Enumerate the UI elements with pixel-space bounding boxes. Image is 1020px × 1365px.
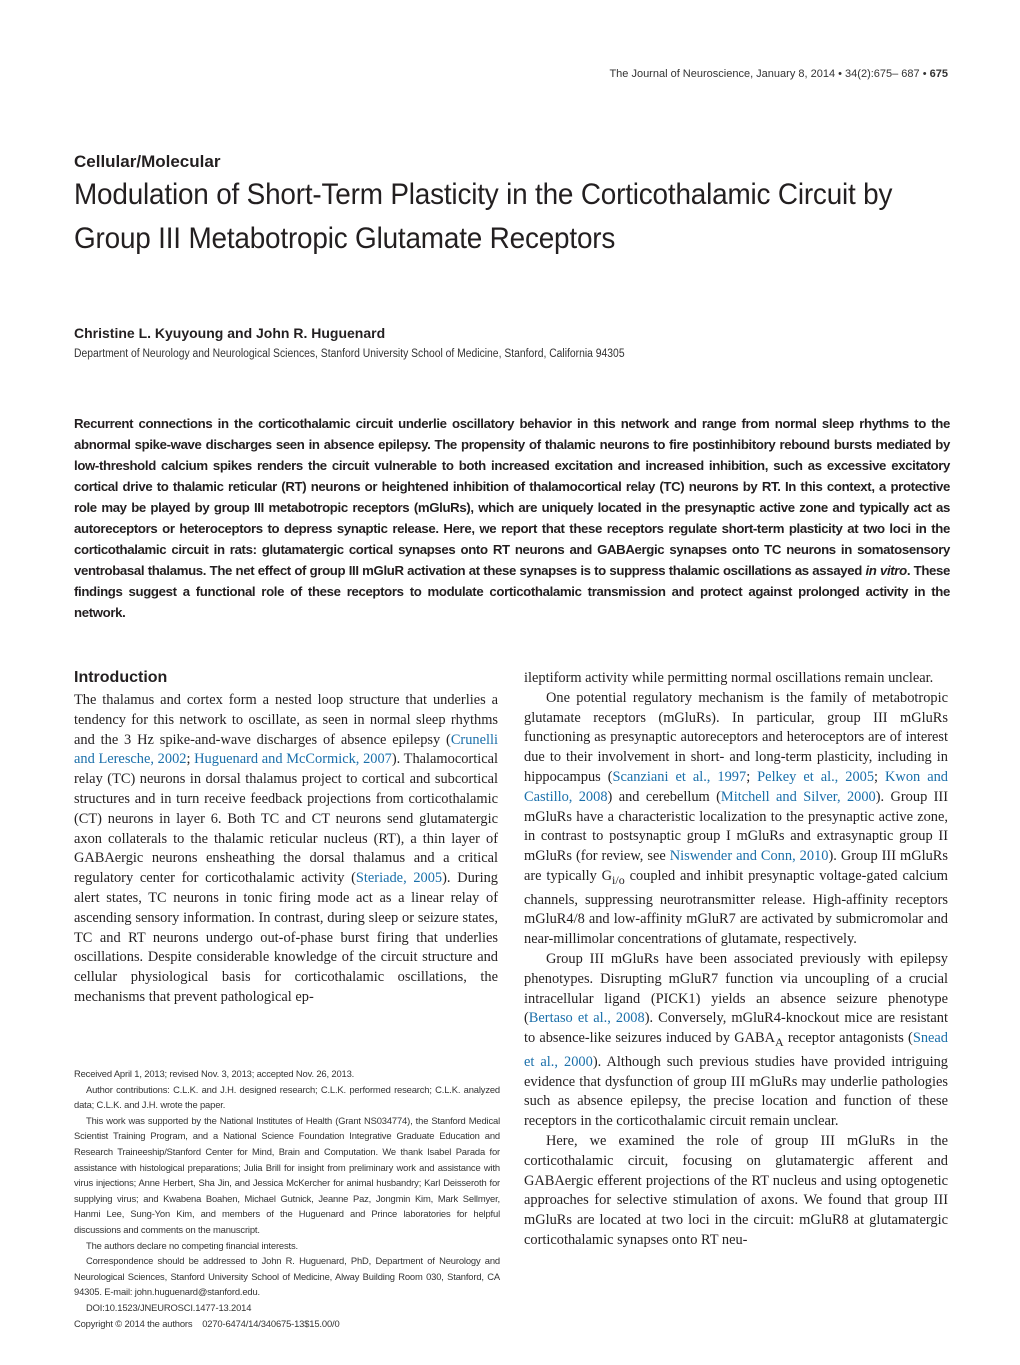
text: ;: [874, 768, 886, 785]
text: ). Group III mGluRs are typically G: [524, 848, 948, 884]
abstract-text: . These findings suggest a functional role of these receptors to modulate corticothalamic transmission and protect against prolonged activity in the network.: [74, 563, 951, 620]
text: ). During alert states, TC neurons in tonic firing mode act as a linear relay of ascending sensory information. In contrast, during sleep or seizure states, TC and RT neurons undergo out-of-phase burst firing that underlies oscillations. Despite considerable knowledge of the circuit structure and cellular physiological basis for corticothalamic oscillations, the mechanisms that prevent pathological ep-: [74, 870, 498, 1005]
citation-link[interactable]: Crunelli and Leresche, 2002: [74, 731, 498, 768]
text: ;: [746, 768, 758, 785]
citation-link[interactable]: Huguenard and McCormick, 2007: [194, 751, 392, 768]
citation-link[interactable]: Mitchell and Silver, 2000: [720, 788, 876, 805]
page-number: 675: [929, 68, 948, 80]
separator: •: [835, 68, 846, 80]
body-column-right: [524, 669, 948, 1251]
copyright: Copyright © 2014 the authors 0270-6474/14/340675-13$15.00/0: [74, 1317, 340, 1329]
abstract-italic: in vitro: [865, 563, 907, 578]
body-column-left: [74, 691, 498, 1008]
citation-link[interactable]: Scanziani et al., 1997: [612, 768, 747, 785]
paragraph: ileptiform activity while permitting normal oscillations remain unclear.: [524, 670, 934, 686]
paragraph: [74, 691, 498, 1008]
text: ;: [186, 751, 195, 768]
abstract: [74, 413, 950, 623]
abstract-text: Recurrent connections in the corticothalamic circuit underlie oscillatory behavior in this network and range from normal sleep rhythms to the abnormal spike-wave discharges seen in absence epilepsy. The propensity of thalamic neurons to fire postinhibitory rebound bursts mediated by low-threshold calcium spikes renders the circuit vulnerable to both increased excitation and increased inhibition, such as excessive excitatory cortical drive to thalamic reticular (RT) neurons or heightened inhibition of thalamocortical relay (TC) neurons by RT. In this context, a protective role may be played by group III metabotropic receptors (mGluRs), which are uniquely located in the presynaptic active zone and typically act as autoreceptors or heteroceptors to depress synaptic release. Here, we report that these receptors regulate short-term plasticity at two loci in the corticothalamic circuit in rats: glutamatergic cortical synapses onto RT neurons and GABAergic synapses onto TC neurons in somatosensory ventrobasal thalamus. The net effect of group III mGluR activation at these synapses is to suppress thalamic oscillations as assayed: [74, 416, 950, 578]
doi: DOI:10.1523/JNEUROSCI.1477-13.2014: [86, 1301, 252, 1313]
paragraph: Here, we examined the role of group III mGluRs in the corticothalamic circuit, focusing on glutamatergic afferent and GABAergic efferent projections of the RT nucleus and using optogenetic approaches for selective stimulation of axons. We found that group III mGluRs are located at two loci in the circuit: mGluR8 at glutamatergic corticothalamic synapses onto RT neu-: [524, 1133, 948, 1249]
competing-interests: The authors declare no competing financial interests.: [86, 1239, 298, 1251]
received-dates: Received April 1, 2013; revised Nov. 3, 2013; accepted Nov. 26, 2013.: [74, 1068, 355, 1079]
citation-link[interactable]: Pelkey et al., 2005: [757, 768, 875, 785]
citation-link[interactable]: Niswender and Conn, 2010: [669, 848, 829, 865]
text: ) and cerebellum (: [607, 788, 721, 805]
text: The thalamus and cortex form a nested loop structure that underlies a tendency for this network to oscillate, as seen in normal sleep rhythms and the 3 Hz spike-and-wave discharges of absence epilepsy (: [74, 692, 498, 748]
text: One potential regulatory mechanism is the family of metabotropic glutamate receptors (mGluRs). In particular, group III mGluRs functioning as presynaptic autoreceptors and heteroceptors are of interest due to their involvement in short- and long-term plasticity, including in hippocampus (: [524, 689, 948, 785]
citation-link[interactable]: Steriade, 2005: [355, 870, 443, 887]
correspondence: Correspondence should be addressed to John R. Huguenard, PhD, Department of Neurology and Neurological Sciences, Stanford University School of Medicine, Alway Building Room 030, Stanford, CA 94305. E-mail: john.huguenard@stanford.edu.: [74, 1255, 500, 1298]
text: ). Group III mGluRs have a characteristic localization to the presynaptic active zone, in contrast to postsynaptic group I mGluRs and extrasynaptic group II mGluRs (for review, see: [524, 788, 949, 865]
funding-acknowledgments: This work was supported by the National Institutes of Health (Grant NS034774), the Stanford Medical Scientist Training Program, and a National Science Foundation Integrative Graduate Education and Research Traineeship/Stanford Center for Mind, Brain and Computation. We thank Isabel Parada for assistance with histological preparations; Julia Brill for insight from preliminary work and assistance with virus injections; Anne Herbert, Sha Jin, and Jessica McKercher for animal husbandry; Karl Deisseroth for supplying virus; and Kwabena Boahen, Michael Gutnick, Jeanne Paz, Jongmin Kim, Mark Sellmyer, Hanmi Lee, Sung-Yon Kim, and members of the Huguenard and Prince laboratories for helpful discussions and comments on the manuscript.: [74, 1114, 500, 1235]
subscript: A: [774, 1035, 784, 1050]
author-contributions: Author contributions: C.L.K. and J.H. designed research; C.L.K. performed research; C.L.K. analyzed data; C.L.K. and J.H. wrote the paper.: [74, 1083, 500, 1111]
volume-pages: 34(2):675– 687: [845, 68, 920, 80]
paragraph: [524, 950, 948, 1132]
section-label: Cellular/Molecular: [74, 152, 221, 171]
citation-link[interactable]: Kwon and Castillo, 2008: [524, 768, 948, 805]
text: Group III mGluRs have been associated previously with epilepsy phenotypes. Disrupting mGluR7 function via uncoupling of a crucial intracellular ligand (PICK1) yields an absence seizure phenotype (: [524, 951, 948, 1027]
citation-link[interactable]: Snead et al., 2000: [524, 1030, 948, 1070]
footnotes: [74, 1066, 500, 1331]
text: ). Although such previous studies have provided intriguing evidence that dysfunction of group III mGluRs may underlie pathologies such as absence epilepsy, the precise location and function of these receptors in the corticothalamic circuit remain unclear.: [524, 1053, 948, 1130]
text: coupled and inhibit presynaptic voltage-gated calcium channels, suppressing neurotransmitter release. High-affinity receptors mGluR4/8 and low-affinity mGluR7 are activated by submicromolar and near-millimolar concentrations of glutamate, respectively.: [524, 867, 948, 948]
text: ). Conversely, mGluR4-knockout mice are resistant to absence-like seizures induced by GABA: [524, 1010, 949, 1047]
text: receptor antagonists (: [783, 1030, 913, 1047]
separator: •: [919, 68, 930, 80]
section-heading-introduction: Introduction: [74, 669, 168, 686]
article-title: Modulation of Short-Term Plasticity in the Corticothalamic Circuit by Group III Metabotropic Glutamate Receptors: [74, 178, 893, 255]
author-affiliation: Department of Neurology and Neurological Sciences, Stanford University School of Medicine, Stanford, California 94305: [74, 348, 625, 360]
citation-link[interactable]: Bertaso et al., 2008: [528, 1010, 645, 1027]
text: ). Thalamocortical relay (TC) neurons in dorsal thalamus project to cortical and subcortical structures and in turn receive feedback projections from corticothalamic (CT) neurons in layer 6. Both TC and CT neurons send glutamatergic axon collaterals to the thalamic reticular nucleus (RT), a thin layer of GABAergic neurons ensheathing the dorsal thalamus and a critical regulatory center for corticothalamic activity (: [74, 751, 498, 887]
paragraph: [524, 689, 948, 950]
journal-citation: The Journal of Neuroscience, January 8, 2014: [609, 68, 836, 80]
running-head: [609, 68, 948, 80]
author-list: Christine L. Kyuyoung and John R. Huguenard: [74, 325, 386, 341]
subscript: i/o: [612, 872, 625, 887]
